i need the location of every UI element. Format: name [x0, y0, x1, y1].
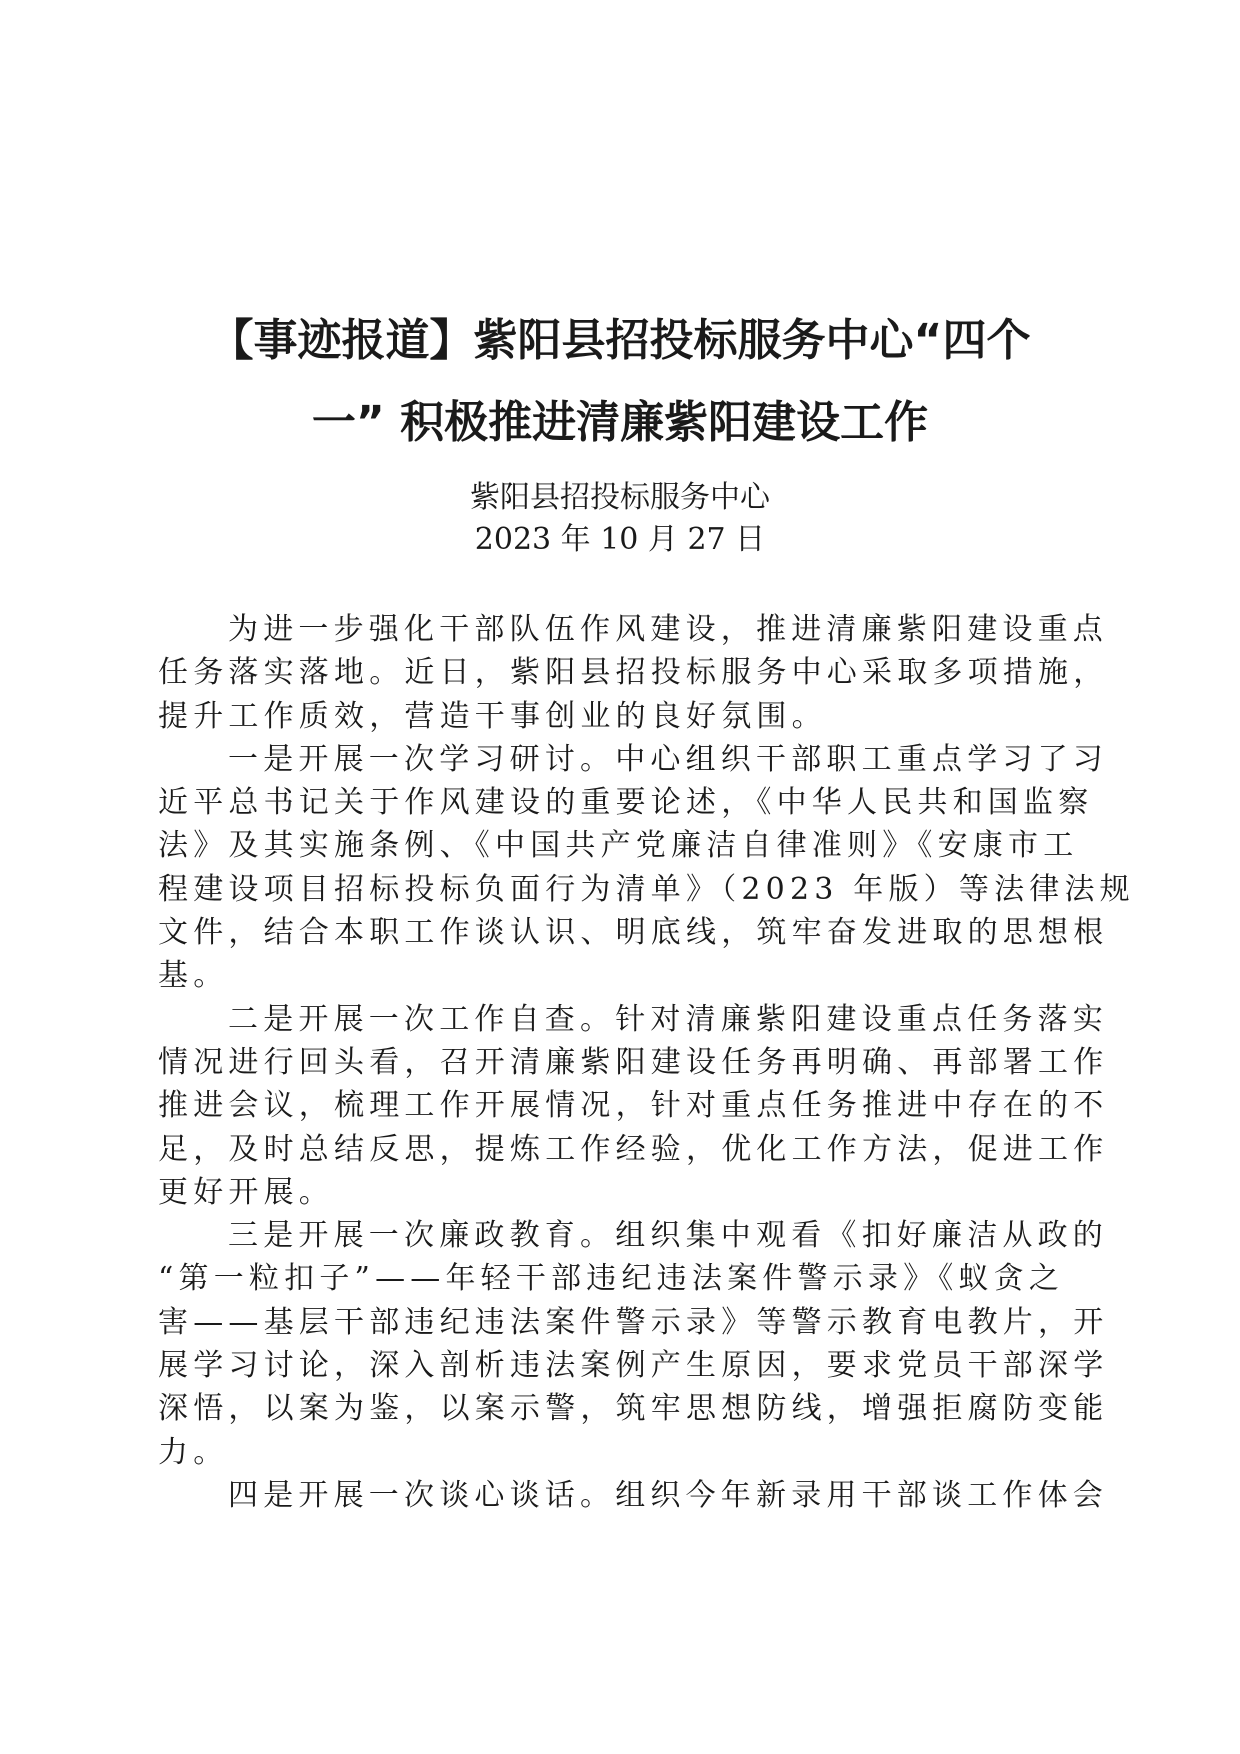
text-line: 推进会议，梳理工作开展情况，针对重点任务推进中存在的不 — [158, 1088, 1109, 1124]
text-line: 展学习讨论，深入剖析违法案例产生原因，要求党员干部深学 — [158, 1348, 1109, 1384]
text-line: 提升工作质效，营造干事创业的良好氛围。 — [158, 698, 827, 734]
title-line-1: 【事迹报道】紫阳县招投标服务中心“四个 — [209, 315, 1031, 366]
text-line: 法》及其实施条例、《中国共产党廉洁自律准则》《安康市工 — [158, 828, 1079, 864]
text-line: 为进一步强化干部队伍作风建设，推进清廉紫阳建设重点 — [228, 612, 1108, 647]
document-title — [150, 300, 1090, 464]
paragraph — [158, 608, 1109, 738]
text-line: 文件，结合本职工作谈认识、明底线，筑牢奋发进取的思想根 — [158, 915, 1109, 951]
text-line: 四是开展一次谈心谈话。组织今年新录用干部谈工作体会 — [228, 1477, 1108, 1513]
text-line: 足，及时总结反思，提炼工作经验，优化工作方法，促进工作 — [158, 1131, 1109, 1167]
paragraph — [158, 998, 1109, 1214]
text-line: 更好开展。 — [158, 1174, 334, 1210]
text-line: “第一粒扣子”——年轻干部违纪违法案件警示录》《蚁贪之 — [158, 1261, 1065, 1297]
text-line: 程建设项目招标投标负面行为清单》（2023 年版）等法律法规 — [158, 871, 1135, 907]
text-line: 力。 — [158, 1434, 229, 1470]
text-line: 害——基层干部违纪违法案件警示录》等警示教育电教片，开 — [158, 1304, 1109, 1340]
title-line-2: 一” 积极推进清廉紫阳建设工作 — [311, 397, 929, 448]
text-line: 三是开展一次廉政教育。组织集中观看《扣好廉洁从政的 — [228, 1218, 1108, 1254]
paragraph — [158, 738, 1135, 998]
text-line: 二是开展一次工作自查。针对清廉紫阳建设重点任务落实 — [228, 1001, 1108, 1037]
text-line: 一是开展一次学习研讨。中心组织干部职工重点学习了习 — [228, 741, 1108, 777]
text-line: 深悟，以案为鉴，以案示警，筑牢思想防线，增强拒腐防变能 — [158, 1391, 1109, 1427]
publish-date: 2023 年 10 月 27 日 — [474, 522, 766, 557]
author-organization: 紫阳县招投标服务中心 — [470, 480, 770, 515]
text-line: 基。 — [158, 958, 229, 994]
article-body — [158, 608, 1135, 1517]
text-line: 任务落实落地。近日，紫阳县招投标服务中心采取多项措施， — [158, 655, 1109, 691]
paragraph — [158, 1214, 1109, 1474]
paragraph — [158, 1474, 1108, 1517]
text-line: 情况进行回头看，召开清廉紫阳建设任务再明确、再部署工作 — [158, 1044, 1109, 1080]
text-line: 近平总书记关于作风建设的重要论述，《中华人民共和国监察 — [158, 785, 1094, 821]
